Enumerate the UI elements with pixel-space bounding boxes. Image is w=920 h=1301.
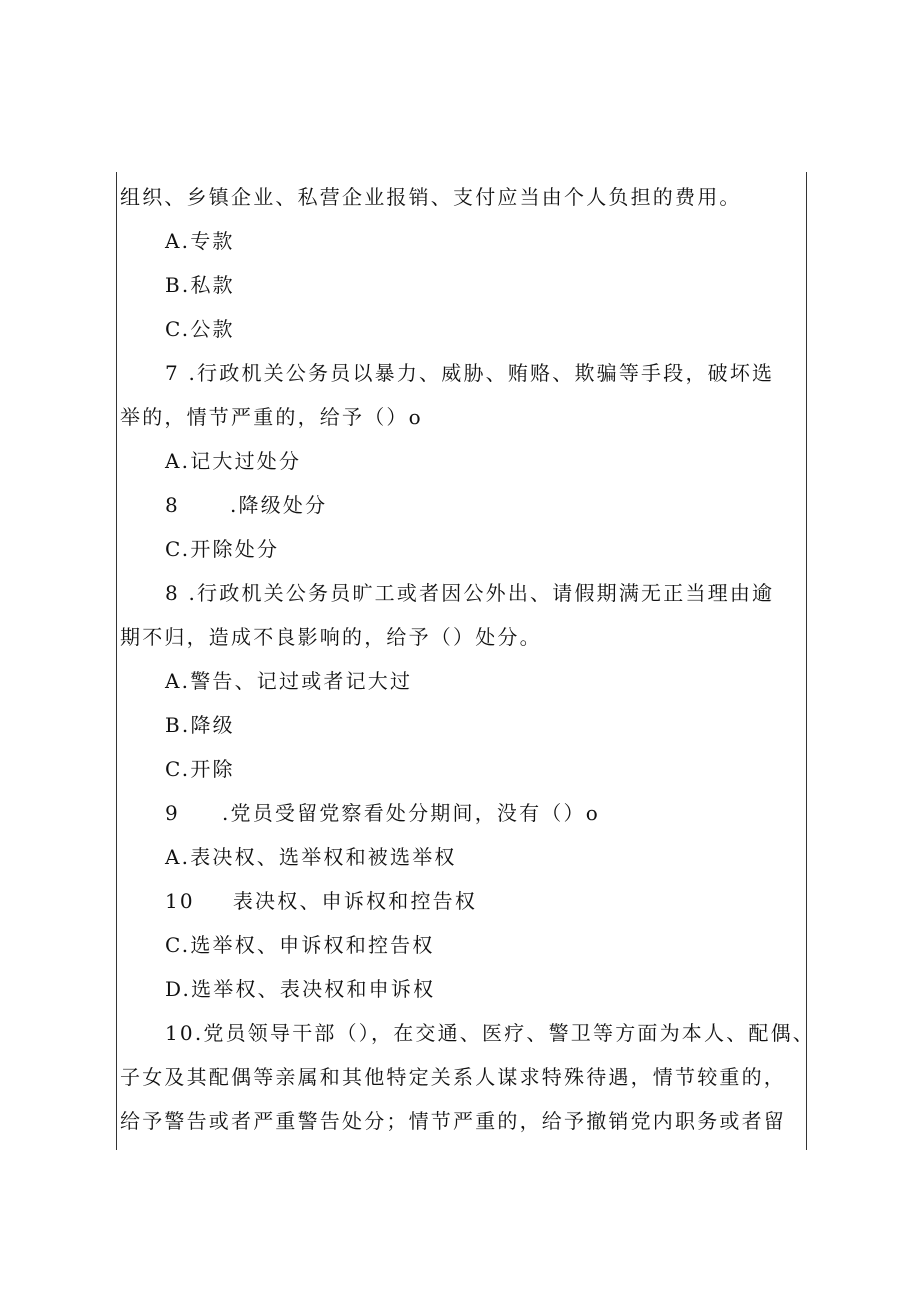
option-c: C.选举权、申诉权和控告权 — [165, 933, 435, 957]
text-line: 组织、乡镇企业、私营企业报销、支付应当由个人负担的费用。 — [120, 185, 742, 209]
list-number: 9 — [165, 801, 180, 825]
document-body — [120, 175, 816, 1143]
table-border-right — [806, 172, 807, 1150]
question-9 — [120, 791, 804, 835]
question-8-line-1: 8 .行政机关公务员旷工或者因公外出、请假期满无正当理由逾 — [165, 581, 775, 605]
option-d: D.选举权、表决权和申诉权 — [165, 977, 436, 1001]
option-text: 表决权、申诉权和控告权 — [232, 889, 478, 913]
option-c: C.开除 — [165, 757, 235, 781]
option-a: A.记大过处分 — [165, 449, 302, 473]
question-7-line-1: 7 .行政机关公务员以暴力、威胁、贿赂、欺骗等手段，破坏选 — [165, 361, 775, 385]
option-a: A.专款 — [165, 229, 235, 253]
option-text: .降级处分 — [229, 493, 328, 517]
question-8-line-2: 期不归，造成不良影响的，给予（）处分。 — [120, 625, 542, 649]
list-number: 8 — [165, 493, 180, 517]
question-7-line-2: 举的，情节严重的，给予（）o — [120, 405, 423, 429]
option-c: C.开除处分 — [165, 537, 280, 561]
option-b — [120, 879, 804, 923]
option-b: B.降级 — [165, 713, 235, 737]
question-10-line-1: 10.党员领导干部（），在交通、医疗、警卫等方面为本人、配偶、 — [165, 1021, 816, 1045]
table-border-left — [116, 172, 117, 1150]
option-b: B.私款 — [165, 273, 235, 297]
question-10-line-2: 子女及其配偶等亲属和其他特定关系人谋求特殊待遇，情节较重的， — [120, 1065, 786, 1089]
question-text: .党员受留党察看处分期间，没有（）o — [221, 801, 600, 825]
option-b — [120, 483, 804, 527]
list-number: 10 — [165, 889, 195, 913]
option-a: A.警告、记过或者记大过 — [165, 669, 413, 693]
option-c: C.公款 — [165, 317, 235, 341]
option-a: A.表决权、选举权和被选举权 — [165, 845, 457, 869]
question-10-line-3: 给予警告或者严重警告处分；情节严重的，给予撤销党内职务或者留 — [120, 1109, 786, 1133]
